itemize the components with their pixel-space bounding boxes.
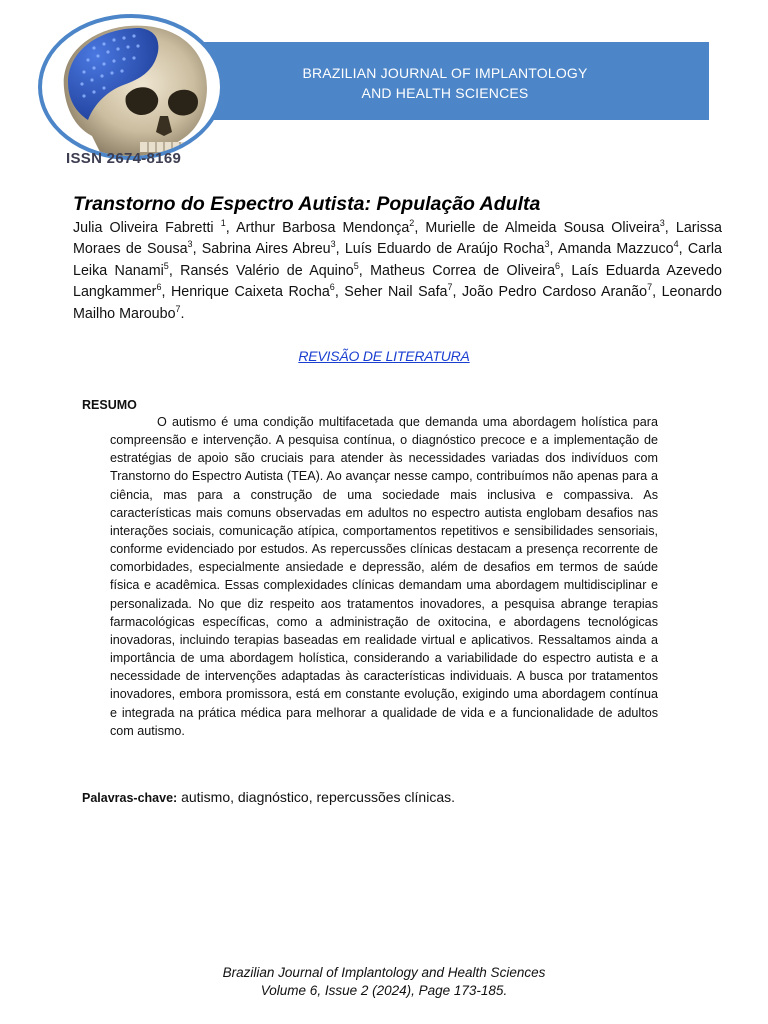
author-affiliation: 3: [659, 218, 665, 229]
author-separator: ,: [549, 241, 558, 258]
section-label[interactable]: REVISÃO DE LITERATURA: [298, 348, 470, 364]
author-affiliation: 7: [447, 282, 453, 293]
author-name: Amanda Mazzuco: [557, 241, 674, 258]
author-name: Arthur Barbosa Mendonça: [236, 220, 410, 236]
author-affiliation: 5: [353, 261, 359, 272]
issn-label: ISSN 2674-8169: [66, 150, 182, 167]
abstract-heading: RESUMO: [82, 398, 137, 412]
author-separator: ,: [192, 241, 202, 258]
footer-citation: Volume 6, Issue 2 (2024), Page 173-185.: [260, 983, 508, 998]
author-separator: ,: [414, 220, 426, 236]
journal-name-line2: AND HEALTH SCIENCES: [361, 85, 529, 101]
author-affiliation: 7: [647, 282, 653, 293]
author-name: Henrique Caixeta Rocha: [170, 284, 330, 301]
skull-implant-logo: [38, 14, 224, 160]
author-name: Carla Leika Nanami: [73, 241, 722, 279]
author-name: Leonardo Mailho Maroubo: [73, 284, 722, 322]
keywords-label: Palavras-chave:: [82, 791, 178, 805]
author-separator: ,: [560, 262, 572, 279]
author-separator: ,: [664, 220, 676, 236]
author-name: Seher Nail Safa: [344, 284, 448, 301]
author-name: Luís Eduardo de Araújo Rocha: [344, 241, 545, 258]
author-name: Julia Oliveira Fabretti: [73, 220, 221, 236]
journal-name: [225, 63, 665, 103]
skull-icon: [42, 18, 220, 156]
author-affiliation: 6: [156, 282, 162, 293]
author-separator: ,: [168, 262, 181, 279]
author-name: Ransés Valério de Aquino: [180, 262, 354, 279]
author-separator: ,: [678, 241, 688, 258]
author-list: [73, 218, 722, 325]
keywords: [82, 789, 455, 805]
abstract-text: O autismo é uma condição multifacetada que demanda uma abordagem holística para compreensão e intervenção. A pesquisa contínua, o diagnóstico precoce e a implementação de estratégias de apoio são cruciais para atender às necessidades variadas dos indivíduos com Transtorno do Espectro Autista (TEA). Ao avançar nesse campo, contribuímos não apenas para a ciência, mas para a construção de uma sociedade mais inclusiva e compassiva. As características mais comuns observadas em adultos no espectro autista englobam desafios nas interações sociais, comunicação atípica, comportamentos repetitivos e sensibilidades sensoriais, conforme evidenciado por estudos. As repercussões clínicas destacam a presença recorrente de comorbidades, especialmente ansiedade e depressão, além de desafios em termos de saúde física e acadêmica. Essas complexidades clínicas demandam uma abordagem multidisciplinar e personalizada. No que diz respeito aos tratamentos inovadores, a pesquisa abrange terapias farmacológicas específicas, como a administração de oxitocina, e abordagens tecnológicas inovadoras, incluindo terapias baseadas em realidade virtual e aplicativos. Ressaltamos ainda a importância de uma abordagem holística, considerando a variabilidade do espectro autista e a necessidade de intervenções adaptadas às características individuais. A busca por tratamentos inovadores, embora promissora, está em constante evolução, exigindo uma abordagem contínua e integrada na prática médica para melhorar a qualidade de vida e a funcionalidade de adultos com autismo.: [110, 415, 658, 738]
author-affiliation: 3: [330, 239, 336, 250]
author-affiliation: 3: [187, 239, 193, 250]
author-affiliation: 2: [409, 218, 415, 229]
author-name: João Pedro Cardoso Aranão: [462, 284, 648, 301]
author-name: Sabrina Aires Abreu: [201, 241, 331, 258]
author-affiliation: 6: [555, 261, 561, 272]
author-affiliation: 6: [329, 282, 335, 293]
author-separator: ,: [334, 284, 345, 301]
author-separator: .: [180, 305, 185, 322]
author-separator: ,: [358, 262, 371, 279]
keywords-list: autismo, diagnóstico, repercussões clínicas.: [177, 789, 456, 805]
author-name: Laís Eduarda Azevedo Langkammer: [73, 262, 722, 301]
author-separator: ,: [652, 284, 662, 301]
author-affiliation: 7: [175, 303, 181, 314]
footer-journal: Brazilian Journal of Implantology and Health Sciences: [222, 965, 546, 980]
author-separator: ,: [161, 284, 171, 301]
author-name: Matheus Correa de Oliveira: [370, 262, 556, 279]
page-footer: [0, 964, 768, 1000]
author-separator: ,: [452, 284, 463, 301]
author-name: Murielle de Almeida Sousa Oliveira: [425, 220, 660, 236]
author-affiliation: 5: [163, 261, 169, 272]
author-affiliation: 1: [220, 218, 226, 229]
paper-title: Transtorno do Espectro Autista: População Adulta: [73, 193, 541, 215]
author-separator: ,: [335, 241, 345, 258]
journal-name-line1: BRAZILIAN JOURNAL OF IMPLANTOLOGY: [302, 65, 588, 81]
author-name: Larissa Moraes de Sousa: [73, 220, 722, 258]
author-separator: ,: [225, 220, 237, 236]
author-affiliation: 3: [544, 239, 550, 250]
author-affiliation: 4: [673, 239, 679, 250]
